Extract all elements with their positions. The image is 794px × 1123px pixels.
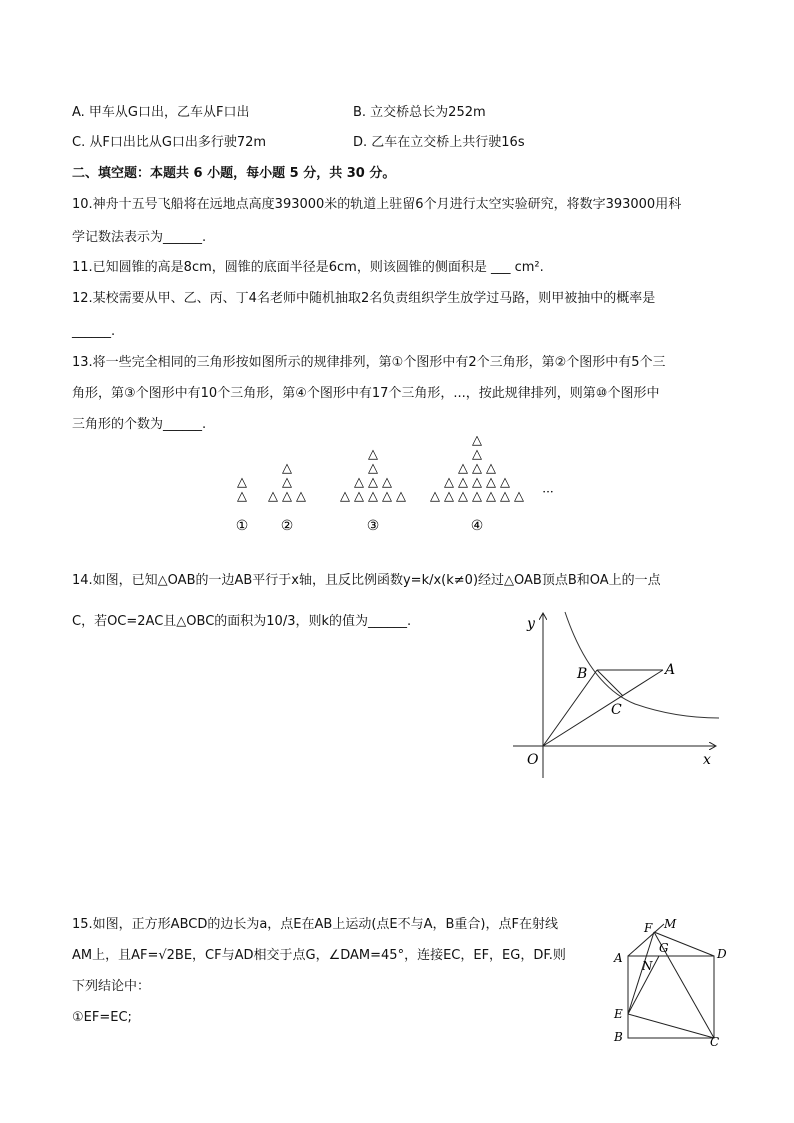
- q13-line1: 13.将一些完全相同的三角形按如图所示的规律排列，第①个图形中有2个三角形，第②个图形中有5个三: [72, 355, 666, 370]
- triangle-glyph: △: [268, 489, 278, 504]
- triangle-glyph: △: [368, 461, 378, 476]
- triangle-glyph: △: [472, 436, 482, 448]
- triangle-glyph: △: [500, 489, 510, 504]
- triangle-glyph: △: [237, 489, 247, 504]
- q13-line2: 角形，第③个图形中有10个三角形，第④个图形中有17个三角形，...，按此规律排列，则第⑩个图形中: [72, 386, 660, 401]
- option-c: C. 从F口出比从G口出多行驶72m: [72, 135, 267, 150]
- figure-label-4: ④: [470, 518, 484, 534]
- section-title: 二、填空题：本题共 6 小题，每小题 5 分，共 30 分。: [72, 166, 396, 181]
- q14-graph: [505, 606, 735, 786]
- triangle-glyph: △: [430, 489, 440, 504]
- label-o: O: [527, 752, 539, 768]
- triangle-glyph: △: [486, 489, 496, 504]
- label-m: M: [664, 917, 677, 931]
- triangle-glyph: △: [340, 489, 350, 504]
- q15-line1: 15.如图，正方形ABCD的边长为a，点E在AB上运动(点E不与A，B重合)，点F在射线: [72, 917, 558, 932]
- triangle-glyph: △: [396, 489, 406, 504]
- option-a: A. 甲车从G口出，乙车从F口出: [72, 105, 250, 120]
- label-n: N: [642, 959, 653, 973]
- triangle-glyph: △: [472, 461, 482, 476]
- label-b: B: [577, 666, 588, 682]
- triangle-glyph: △: [382, 489, 392, 504]
- q12-line1: 12.某校需要从甲、乙、丙、丁4名老师中随机抽取2名负责组织学生放学过马路，则甲被抽中的概率是: [72, 291, 656, 306]
- q13-line3: 三角形的个数为______.: [72, 417, 207, 432]
- triangle-glyph: △: [458, 461, 468, 476]
- triangle-glyph: △: [486, 475, 496, 490]
- triangle-glyph: △: [500, 475, 510, 490]
- label-f: F: [644, 921, 653, 935]
- triangle-glyph: △: [472, 447, 482, 462]
- triangle-pattern: [237, 436, 524, 504]
- q11-line1: 11.已知圆锥的高是8cm，圆锥的底面半径是6cm，则该圆锥的侧面积是 ___ cm².: [72, 260, 544, 275]
- q14-line2: C，若OC=2AC且△OBC的面积为10/3，则k的值为______.: [72, 614, 412, 629]
- q15-line3: 下列结论中：: [72, 979, 151, 994]
- label-b2: B: [614, 1030, 623, 1044]
- triangle-glyph: △: [514, 489, 524, 504]
- triangle-glyph: △: [368, 475, 378, 490]
- label-d: D: [717, 947, 727, 961]
- q10-line1: 10.神舟十五号飞船将在远地点高度393000米的轨道上驻留6个月进行太空实验研究，将数字393000用科: [72, 197, 682, 212]
- triangle-glyph: △: [354, 475, 364, 490]
- figure-label-2: ②: [280, 518, 294, 534]
- label-g: G: [659, 941, 669, 955]
- option-b: B. 立交桥总长为252m: [353, 105, 486, 120]
- segment-ob: [543, 670, 597, 746]
- q14-line1: 14.如图，已知△OAB的一边AB平行于x轴，且反比例函数y=k/x(k≠0)经过△OAB顶点B和OA上的一点: [72, 573, 661, 588]
- figure-label-3: ③: [366, 518, 380, 534]
- q15-line4: ①EF=EC;: [72, 1010, 132, 1025]
- triangle-glyph: △: [237, 475, 247, 490]
- q13-triangle-figure: [0, 436, 794, 536]
- triangle-glyph: △: [444, 489, 454, 504]
- figure-ellipsis: ···: [542, 485, 554, 499]
- triangle-glyph: △: [282, 475, 292, 490]
- figure-label-1: ①: [235, 518, 249, 534]
- triangle-glyph: △: [368, 489, 378, 504]
- triangle-glyph: △: [458, 475, 468, 490]
- triangle-glyph: △: [458, 489, 468, 504]
- triangle-glyph: △: [368, 447, 378, 462]
- triangle-glyph: △: [282, 461, 292, 476]
- label-x: x: [703, 752, 711, 768]
- label-a2: A: [614, 951, 623, 965]
- triangle-glyph: △: [296, 489, 306, 504]
- triangle-glyph: △: [354, 489, 364, 504]
- segment-ec: [628, 1014, 714, 1038]
- label-c2: C: [710, 1035, 720, 1049]
- triangle-glyph: △: [472, 475, 482, 490]
- label-a: A: [665, 662, 676, 678]
- q10-line2: 学记数法表示为______.: [72, 230, 207, 245]
- triangle-glyph: △: [282, 489, 292, 504]
- q15-line2: AM上，且AF=√2BE，CF与AD相交于点G，∠DAM=45°，连接EC，EF，EG，DF.则: [72, 948, 566, 963]
- label-e: E: [614, 1007, 623, 1021]
- triangle-glyph: △: [486, 461, 496, 476]
- triangle-glyph: △: [382, 475, 392, 490]
- q12-line2: ______.: [72, 324, 116, 339]
- label-c: C: [611, 702, 622, 718]
- hyperbola-curve: [565, 612, 719, 718]
- q15-square-figure: [606, 910, 746, 1050]
- option-d: D. 乙车在立交桥上共行驶16s: [353, 135, 525, 150]
- label-y: y: [527, 616, 535, 632]
- triangle-glyph: △: [472, 489, 482, 504]
- triangle-glyph: △: [444, 475, 454, 490]
- segment-bc: [597, 670, 623, 696]
